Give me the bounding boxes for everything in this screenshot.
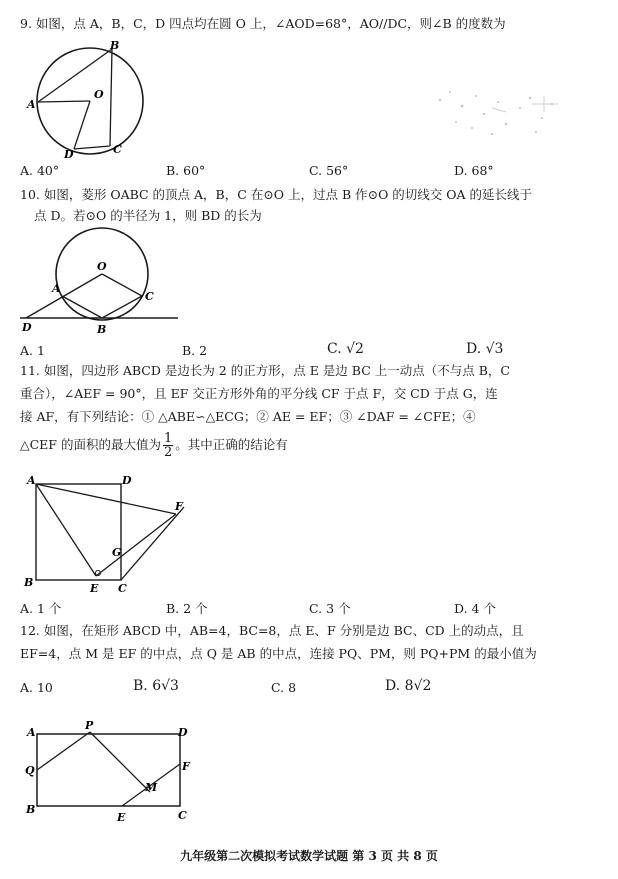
q9-option-a[interactable]: A. 40° [20, 163, 60, 178]
q10-option-c[interactable]: C. √2 [327, 341, 364, 357]
q12-label-c: C [178, 809, 187, 822]
q12-label-m: M [145, 781, 158, 794]
q12-label-e: E [117, 811, 126, 824]
q11-label-e: E [90, 582, 99, 595]
q10-label-a: A [52, 282, 61, 295]
q9-label-b: B [110, 39, 120, 52]
q12-label-f: F [182, 760, 190, 773]
q10-option-d[interactable]: D. √3 [466, 341, 504, 357]
q10-label-b: B [97, 323, 107, 336]
scan-noise [432, 78, 562, 148]
q9-label-a: A [27, 98, 36, 111]
q10-line-1: 10. 如图，菱形 OABC 的顶点 A，B，C 在⊙O 上，过点 B 作⊙O 的切线交 OA 的延长线于 [20, 187, 533, 202]
q11-figure [18, 472, 198, 596]
q9-option-d[interactable]: D. 68° [454, 163, 494, 178]
q10-option-b[interactable]: B. 2 [182, 343, 208, 358]
q9-option-c[interactable]: C. 56° [309, 163, 349, 178]
q11-fraction-num: 1 [163, 431, 173, 446]
q10-option-a[interactable]: A. 1 [20, 343, 45, 358]
q12-label-p: P [85, 719, 94, 732]
q11-label-g: G [112, 546, 122, 559]
q12-line-2: EF=4，点 M 是 EF 的中点，点 Q 是 AB 的中点，连接 PQ、PM，则 PQ+PM 的最小值为 [20, 646, 537, 661]
q11-option-c[interactable]: C. 3 个 [309, 601, 351, 616]
q9-label-o: O [94, 88, 104, 101]
q9-label-c: C [113, 143, 122, 156]
q11-label-a: A [27, 474, 36, 487]
q12-line-1: 12. 如图，在矩形 ABCD 中，AB=4，BC=8，点 E、F 分别是边 BC、CD 上的动点，且 [20, 623, 524, 638]
q12-label-d: D [178, 726, 188, 739]
q11-label-d: D [122, 474, 132, 487]
q11-line-4-pre: △CEF 的面积的最大值为 [20, 437, 161, 452]
q10-label-d: D [22, 321, 32, 334]
q11-line-3: 接 AF，有下列结论：① △ABE∽△ECG；② AE = EF；③ ∠DAF = ∠CFE；④ [20, 409, 476, 424]
q11-label-b: B [24, 576, 34, 589]
q11-option-a[interactable]: A. 1 个 [20, 601, 62, 616]
q10-label-c: C [145, 290, 154, 303]
q12-option-d[interactable]: D. 8√2 [385, 678, 432, 694]
q11-line-4 [20, 432, 600, 459]
q12-option-b[interactable]: B. 6√3 [133, 678, 179, 694]
q11-fraction-den: 2 [163, 445, 173, 460]
q9-label-d: D [64, 148, 74, 160]
q11-line-4-post: 。其中正确的结论有 [175, 437, 288, 452]
q11-label-c: C [118, 582, 127, 595]
q11-option-d[interactable]: D. 4 个 [454, 601, 496, 616]
q12-option-c[interactable]: C. 8 [271, 680, 297, 695]
q11-line-2: 重合），∠AEF = 90°，且 EF 交正方形外角的平分线 CF 于点 F，交 CD 于点 G，连 [20, 386, 498, 401]
page-footer: 九年级第二次模拟考试数学试题 第 3 页 共 8 页 [180, 849, 438, 863]
q10-label-o: O [97, 260, 107, 273]
q11-label-f: F [175, 500, 183, 513]
q9-option-b[interactable]: B. 60° [166, 163, 206, 178]
q12-figure [22, 718, 197, 826]
q9-text: 9. 如图，点 A，B，C，D 四点均在圆 O 上，∠AOD=68°，AO//DC，则∠B 的度数为 [20, 16, 506, 31]
q12-option-a[interactable]: A. 10 [20, 680, 53, 695]
q10-line-2: 点 D。若⊙O 的半径为 1，则 BD 的长为 [34, 208, 262, 223]
q12-label-a: A [27, 726, 36, 739]
q11-line-1: 11. 如图，四边形 ABCD 是边长为 2 的正方形，点 E 是边 BC 上一动点（不与点 B，C [20, 363, 510, 378]
q10-figure [18, 226, 188, 338]
q9-figure [24, 38, 144, 160]
q11-fraction [163, 432, 173, 459]
q12-label-q: Q [25, 764, 35, 777]
q12-label-b: B [26, 803, 36, 816]
q11-option-b[interactable]: B. 2 个 [166, 601, 208, 616]
